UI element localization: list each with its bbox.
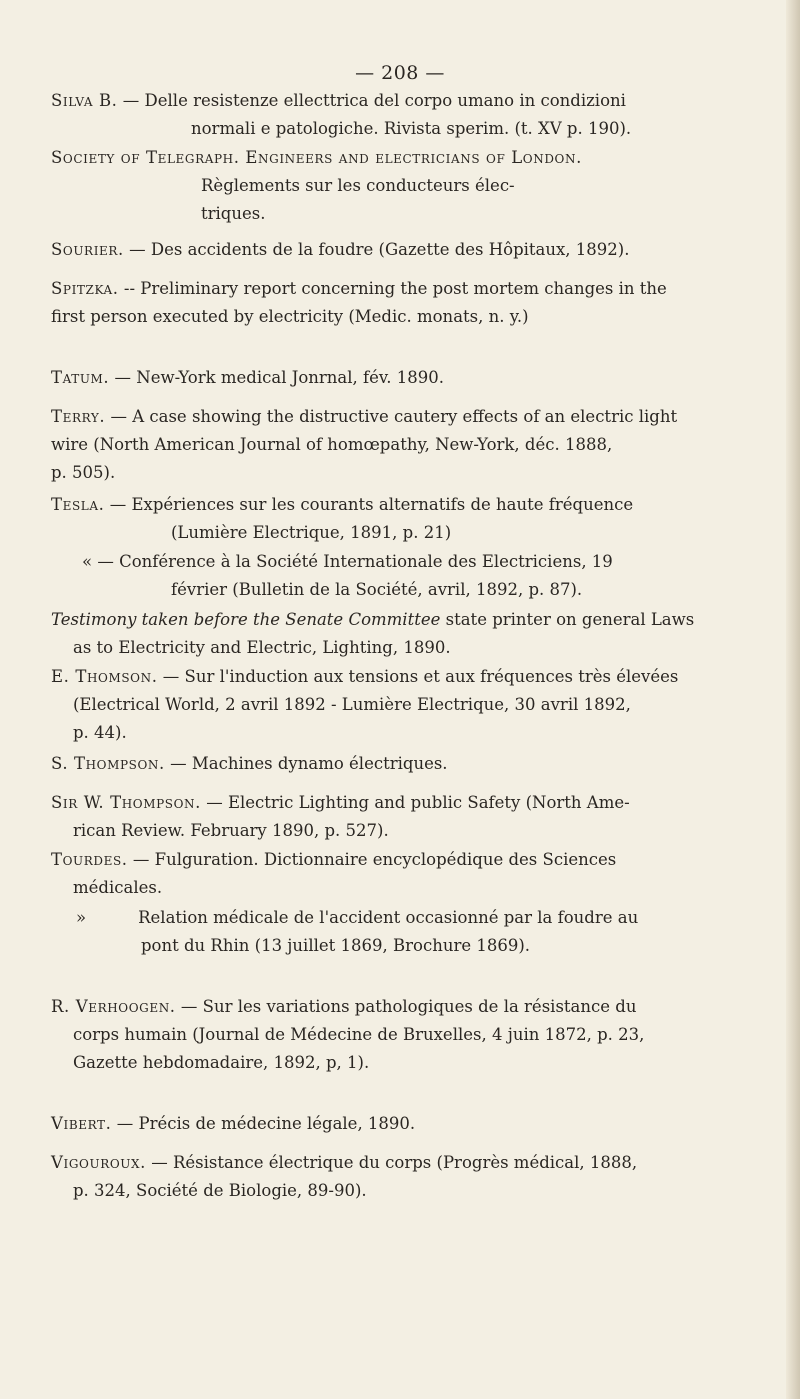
entry-author: Terry. [51,407,106,426]
entry-text: — Conférence à la Société Internationale des Electriciens, 19 [97,552,613,571]
entry-author: Sourier. [51,240,124,259]
entry-author: Society of Telegraph. Engineers and electricians of London. [51,148,582,167]
entry-author: S. Thompson. [51,754,165,773]
entry-text: p. 324, Société de Biologie, 89-90). [73,1181,367,1200]
bib-entry-tourdes [51,846,766,902]
ditto-mark: « [82,552,93,571]
entry-text: — Résistance électrique du corps (Progrès médical, 1888, [151,1153,638,1172]
entry-text: février (Bulletin de la Société, avril, 1892, p. 87). [171,580,583,599]
entry-text: — Expériences sur les courants alternatifs de haute fréquence [109,495,634,514]
entry-author: Tatum. [51,368,110,387]
bib-entry-w-thompson [51,789,766,845]
bib-entry-s-thompson [51,750,766,778]
entry-text: -- Preliminary report concerning the post mortem changes in the [123,279,667,298]
entry-author: Tourdes. [51,850,128,869]
entry-text: first person executed by electricity (Medic. monats, n. y.) [51,307,529,326]
entry-text: — Sur les variations pathologiques de la résistance du [180,997,637,1016]
entry-author: Vigouroux. [51,1153,146,1172]
bib-entry-tesla-2 [51,548,766,604]
bib-entry-silva [51,87,766,143]
entry-text: pont du Rhin (13 juillet 1869, Brochure 1869). [141,936,531,955]
page-number: — 208 — [355,62,445,84]
entry-text: — New-York medical Jonrnal, fév. 1890. [114,368,444,387]
bib-entry-tesla [51,491,766,547]
entry-text: wire (North American Journal of homœpathy, New-York, déc. 1888, [51,435,613,454]
bib-entry-tatum [51,364,766,392]
entry-text: — A case showing the distructive cautery effects of an electric light [110,407,678,426]
entry-text: corps humain (Journal de Médecine de Bruxelles, 4 juin 1872, p. 23, [73,1025,645,1044]
entry-text: state printer on general Laws [445,610,695,629]
entry-author: Vibert. [51,1114,112,1133]
bib-entry-tourdes-2 [51,904,766,960]
page-edge-shadow [786,0,800,1399]
ditto-mark: » [76,908,87,927]
entry-text: — Fulguration. Dictionnaire encyclopédique des Sciences [132,850,617,869]
entry-text: — Delle resistenze ellecttrica del corpo umano in condizioni [122,91,626,110]
entry-text: — Electric Lighting and public Safety (North Ame- [206,793,630,812]
bib-entry-terry [51,403,766,487]
entry-author: E. Thomson. [51,667,158,686]
entry-text: Gazette hebdomadaire, 1892, p, 1). [73,1053,370,1072]
entry-author: Spitzka. [51,279,119,298]
entry-text: as to Electricity and Electric, Lighting, 1890. [73,638,451,657]
bib-entry-sourier [51,236,766,264]
entry-author: Sir W. Thompson. [51,793,201,812]
entry-author: R. Verhoogen. [51,997,176,1016]
entry-text: p. 44). [73,723,127,742]
entry-text: normali e patologiche. Rivista sperim. (t. XV p. 190). [191,119,632,138]
entry-text: — Précis de médecine légale, 1890. [116,1114,416,1133]
bib-entry-verhoogen [51,993,766,1077]
entry-text: Règlements sur les conducteurs élec- [201,176,515,195]
entry-text: p. 505). [51,463,116,482]
bib-entry-testimony [51,606,766,662]
bib-entry-vibert [51,1110,766,1138]
entry-text: — Machines dynamo électriques. [170,754,448,773]
entry-text: médicales. [73,878,163,897]
bib-entry-spitzka [51,275,766,331]
entry-text: (Electrical World, 2 avril 1892 - Lumière Electrique, 30 avril 1892, [73,695,631,714]
bib-entry-vigouroux [51,1149,766,1205]
entry-text: rican Review. February 1890, p. 527). [73,821,389,840]
entry-author: Silva B. [51,91,118,110]
entry-text: Relation médicale de l'accident occasionné par la foudre au [138,908,639,927]
entry-text: triques. [201,204,266,223]
entry-text: (Lumière Electrique, 1891, p. 21) [171,523,452,542]
bib-entry-e-thomson [51,663,766,747]
entry-title: Testimony taken before the Senate Committee [51,610,441,629]
entry-author: Tesla. [51,495,105,514]
bib-entry-society [51,144,766,228]
entry-text: — Sur l'induction aux tensions et aux fréquences très élevées [162,667,679,686]
entry-text: — Des accidents de la foudre (Gazette des Hôpitaux, 1892). [129,240,630,259]
